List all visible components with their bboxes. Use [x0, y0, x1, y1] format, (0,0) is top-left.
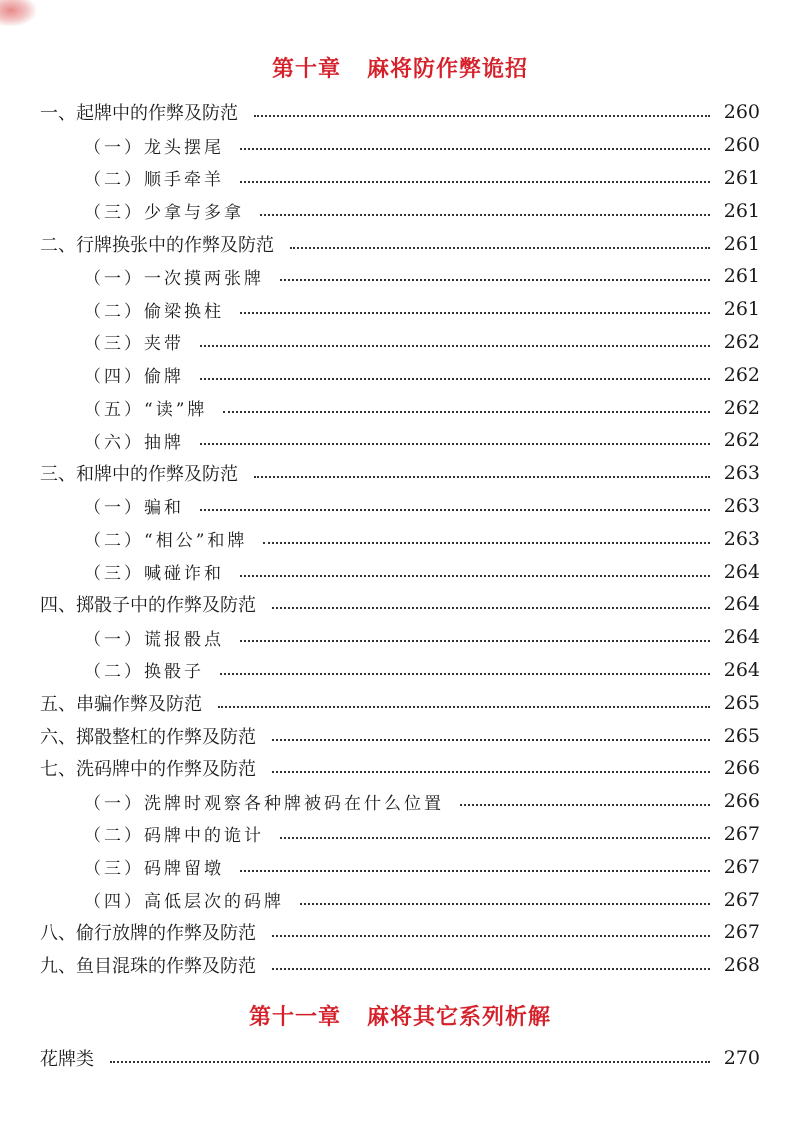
toc-page-number: 263 — [723, 527, 760, 550]
dot-leader — [240, 181, 710, 183]
dot-leader — [240, 575, 710, 577]
toc-subsection-entry[interactable] — [0, 490, 800, 523]
toc-section-entry[interactable] — [0, 752, 800, 785]
dot-leader — [272, 968, 710, 970]
toc-subsection-entry[interactable] — [0, 293, 800, 326]
dot-leader — [260, 214, 710, 216]
toc-entry-label: 九、鱼目混珠的作弊及防范 — [40, 956, 256, 978]
toc-page-number: 264 — [723, 626, 760, 649]
dot-leader — [460, 804, 710, 806]
toc-entry-label: （六）抽牌 — [84, 432, 184, 453]
toc-entry-label: 八、偷行放牌的作弊及防范 — [40, 923, 256, 945]
toc-section-entry[interactable] — [0, 686, 800, 719]
toc-subsection-entry[interactable] — [0, 883, 800, 916]
toc-page-number: 265 — [723, 724, 760, 747]
toc-entry-label: （五）“读”牌 — [84, 400, 208, 421]
chapter-11-title: 麻将其它系列析解 — [367, 1004, 552, 1030]
corner-stain-mark — [0, 0, 36, 26]
toc-page-number: 260 — [723, 101, 760, 124]
dot-leader — [272, 935, 710, 937]
toc-page-number: 261 — [723, 232, 760, 255]
chapter-10-heading — [0, 52, 800, 83]
toc-entry-label: （一）骗和 — [84, 498, 184, 519]
dot-leader — [200, 443, 710, 445]
toc-section-entry[interactable] — [0, 96, 800, 129]
dot-leader — [263, 542, 710, 544]
toc-page-number: 262 — [723, 363, 760, 386]
toc-entry-label: （一）龙头摆尾 — [84, 137, 224, 158]
dot-leader — [290, 247, 710, 249]
dot-leader — [280, 279, 710, 281]
dot-leader — [272, 739, 710, 741]
toc-page-number: 264 — [723, 593, 760, 616]
toc-subsection-entry[interactable] — [0, 194, 800, 227]
toc-subsection-entry[interactable] — [0, 654, 800, 687]
toc-entry-label: （二）偷梁换柱 — [84, 301, 224, 322]
toc-page-number: 262 — [723, 429, 760, 452]
toc-section-entry[interactable] — [0, 916, 800, 949]
toc-entry-label: （二）换骰子 — [84, 662, 204, 683]
toc-entry-label: （四）偷牌 — [84, 367, 184, 388]
dot-leader — [240, 312, 710, 314]
toc-section-entry[interactable] — [0, 1042, 800, 1075]
dot-leader — [254, 115, 710, 117]
toc-subsection-entry[interactable] — [0, 326, 800, 359]
toc-page-number: 267 — [723, 921, 760, 944]
dot-leader — [280, 837, 710, 839]
toc-page-number: 261 — [723, 199, 760, 222]
toc-entry-label: （三）码牌留墩 — [84, 859, 224, 880]
toc-entry-label: 三、和牌中的作弊及防范 — [40, 464, 238, 486]
toc-subsection-entry[interactable] — [0, 424, 800, 457]
toc-page-number: 261 — [723, 265, 760, 288]
toc-subsection-entry[interactable] — [0, 621, 800, 654]
chapter-10-toc — [0, 96, 800, 982]
toc-subsection-entry[interactable] — [0, 162, 800, 195]
dot-leader — [254, 476, 710, 478]
dot-leader — [218, 706, 710, 708]
toc-page-number: 267 — [723, 888, 760, 911]
toc-section-entry[interactable] — [0, 949, 800, 982]
toc-entry-label: 五、串骗作弊及防范 — [40, 693, 202, 715]
toc-page-number: 262 — [723, 330, 760, 353]
toc-page-number: 266 — [723, 790, 760, 813]
dot-leader — [110, 1061, 710, 1063]
toc-entry-label: 一、起牌中的作弊及防范 — [40, 103, 238, 125]
toc-page-number: 262 — [723, 396, 760, 419]
toc-subsection-entry[interactable] — [0, 555, 800, 588]
dot-leader — [272, 607, 710, 609]
toc-entry-label: 六、掷骰整杠的作弊及防范 — [40, 726, 256, 748]
dot-leader — [272, 771, 710, 773]
toc-subsection-entry[interactable] — [0, 850, 800, 883]
toc-entry-label: （一）洗牌时观察各种牌被码在什么位置 — [84, 793, 444, 814]
toc-entry-label: （四）高低层次的码牌 — [84, 892, 284, 913]
dot-leader — [240, 640, 710, 642]
toc-entry-label: （一）一次摸两张牌 — [84, 268, 264, 289]
toc-entry-label: （三）喊碰诈和 — [84, 564, 224, 585]
dot-leader — [200, 509, 710, 511]
toc-subsection-entry[interactable] — [0, 129, 800, 162]
toc-entry-label: 七、洗码牌中的作弊及防范 — [40, 759, 256, 781]
toc-section-entry[interactable] — [0, 719, 800, 752]
dot-leader — [223, 411, 710, 413]
toc-subsection-entry[interactable] — [0, 522, 800, 555]
toc-entry-label: 四、掷骰子中的作弊及防范 — [40, 595, 256, 617]
toc-entry-label: （一）谎报骰点 — [84, 629, 224, 650]
toc-page-number: 267 — [723, 855, 760, 878]
toc-entry-label: 二、行牌换张中的作弊及防范 — [40, 234, 274, 256]
toc-page-number: 267 — [723, 822, 760, 845]
toc-page-number: 260 — [723, 134, 760, 157]
toc-page-number: 268 — [723, 954, 760, 977]
dot-leader — [300, 903, 710, 905]
toc-page-number: 261 — [723, 298, 760, 321]
chapter-10-number: 第十章 — [271, 56, 341, 82]
toc-section-entry[interactable] — [0, 227, 800, 260]
toc-entry-label: （三）夹带 — [84, 334, 184, 355]
toc-subsection-entry[interactable] — [0, 391, 800, 424]
dot-leader — [200, 345, 710, 347]
dot-leader — [200, 378, 710, 380]
toc-page-number: 266 — [723, 757, 760, 780]
dot-leader — [220, 673, 710, 675]
chapter-10-title: 麻将防作弊诡招 — [367, 56, 529, 82]
toc-page-number: 263 — [723, 494, 760, 517]
toc-entry-label: （二）顺手牵羊 — [84, 170, 224, 191]
toc-section-entry[interactable] — [0, 588, 800, 621]
dot-leader — [240, 870, 710, 872]
chapter-11-heading — [0, 1000, 800, 1031]
toc-page-number: 264 — [723, 560, 760, 583]
toc-entry-label: 花牌类 — [40, 1049, 94, 1071]
chapter-11-number: 第十一章 — [248, 1004, 341, 1030]
chapter-11-toc — [0, 1042, 800, 1075]
toc-page-number: 270 — [723, 1047, 760, 1070]
toc-page-number: 261 — [723, 166, 760, 189]
toc-subsection-entry[interactable] — [0, 358, 800, 391]
toc-subsection-entry[interactable] — [0, 260, 800, 293]
toc-entry-label: （二）码牌中的诡计 — [84, 826, 264, 847]
toc-subsection-entry[interactable] — [0, 785, 800, 818]
dot-leader — [240, 148, 710, 150]
toc-entry-label: （三）少拿与多拿 — [84, 203, 244, 224]
toc-page-number: 263 — [723, 462, 760, 485]
toc-entry-label: （二）“相公”和牌 — [84, 531, 248, 552]
toc-subsection-entry[interactable] — [0, 818, 800, 851]
toc-section-entry[interactable] — [0, 457, 800, 490]
toc-page-number: 265 — [723, 691, 760, 714]
toc-page-number: 264 — [723, 658, 760, 681]
